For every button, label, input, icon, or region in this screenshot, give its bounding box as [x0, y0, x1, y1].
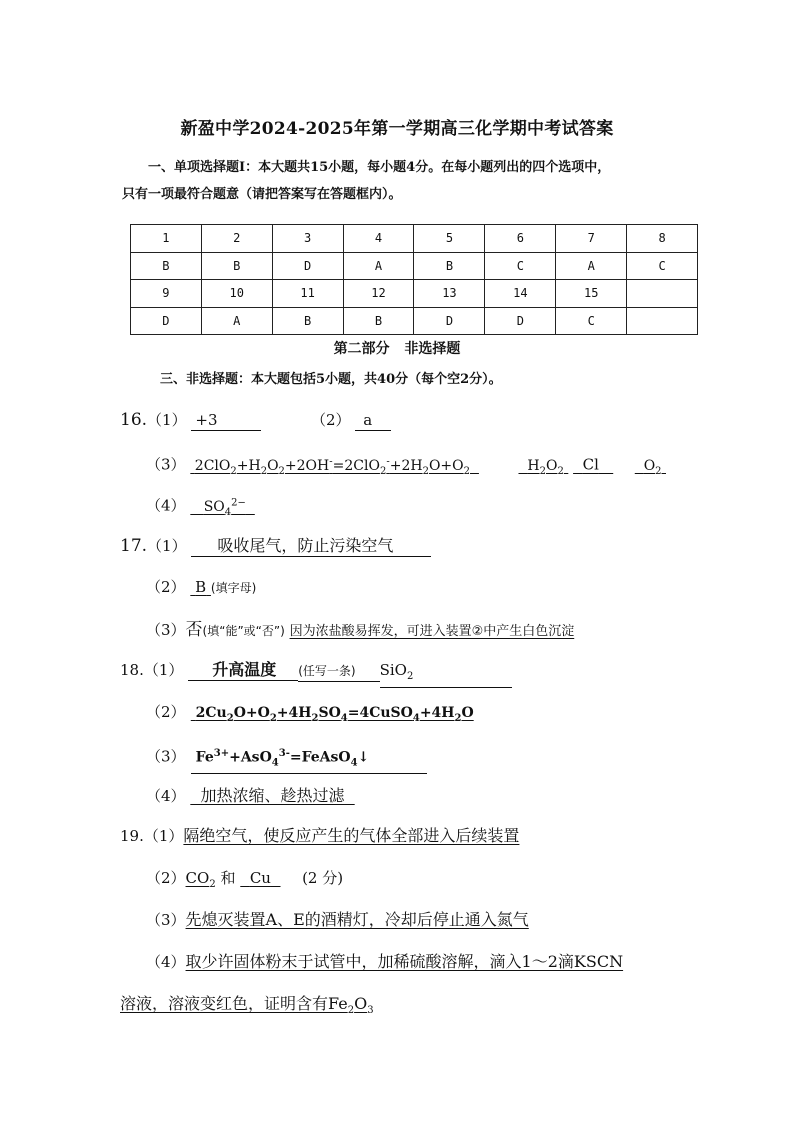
q19-number: 19. — [120, 827, 144, 845]
answer-cell: D — [131, 307, 202, 335]
q16-part3-label: （3） — [146, 455, 186, 474]
q16-line1 — [120, 410, 391, 431]
q18-part4-label: （4） — [146, 787, 186, 805]
q17-answer2: B — [195, 578, 207, 596]
answer-cell: C — [556, 307, 627, 335]
question-number-cell: 15 — [556, 280, 627, 308]
q19-line4 — [146, 952, 623, 972]
q19-part3-label: （3） — [146, 911, 186, 929]
q16-part1-label: （1） — [147, 411, 187, 429]
page-title: 新盈中学2024-2025年第一学期高三化学期中考试答案 — [180, 119, 614, 139]
q19-co2: $CO_2$ — [185, 869, 216, 890]
q18-line4 — [146, 786, 355, 806]
q16-answer4: $SO_4^{2-}$ — [203, 497, 246, 518]
q16-cl: Cl — [582, 455, 599, 474]
q19-cu: Cu — [249, 869, 271, 887]
answer-cell: C — [485, 252, 556, 280]
q19-line2 — [146, 868, 343, 895]
answer-table-row — [131, 307, 698, 335]
q17-answer3-reason: 因为浓盐酸易挥发，可进入装置②中产生白色沉淀 — [289, 624, 575, 639]
q18-equation3: $Fe^{3+}+AsO_4^{3-}=FeAsO_4↓$ — [191, 744, 427, 774]
question-number-cell: 1 — [131, 225, 202, 253]
question-number-cell: 4 — [343, 225, 414, 253]
answer-cell — [627, 307, 698, 335]
answer-cell: A — [201, 307, 272, 335]
answer-table — [130, 224, 698, 335]
q19-answer3: 先熄灭装置A、E的酒精灯，冷却后停止通入氮气 — [185, 910, 529, 929]
q19-answer4-line2: 溶液，溶液变红色，证明含有$Fe_2O_3$ — [120, 994, 374, 1017]
q18-part1-label: （1） — [143, 661, 184, 679]
q19-score: (2 分) — [302, 869, 344, 887]
q16-line3 — [146, 452, 666, 481]
answer-cell: A — [343, 252, 414, 280]
q17-answer3: 否 — [185, 620, 203, 640]
q17-number: 17. — [120, 536, 148, 556]
q18-answer1-note-wrap: (任写一条) — [298, 660, 379, 682]
answer-cell: B — [131, 252, 202, 280]
question-number-cell: 11 — [272, 280, 343, 308]
question-number-cell: 9 — [131, 280, 202, 308]
q17-line1 — [120, 536, 431, 557]
question-number-cell: 14 — [485, 280, 556, 308]
q18-sio2: SiO$_2$ — [380, 660, 512, 688]
q19-part1-label: （1） — [143, 827, 184, 845]
answer-table-row — [131, 225, 698, 253]
q19-line5 — [120, 994, 374, 1021]
question-number-cell: 13 — [414, 280, 485, 308]
question-number-cell: 8 — [627, 225, 698, 253]
q16-line4 — [146, 493, 255, 522]
q16-oxidant-h2o2: $H_2O_2$ — [527, 457, 564, 477]
q19-answer4-line1: 取少许固体粉末于试管中，加稀硫酸溶解，滴入1～2滴KSCN — [185, 952, 624, 971]
question-number-cell: 12 — [343, 280, 414, 308]
q18-line3 — [146, 744, 427, 774]
question-number-cell — [627, 280, 698, 308]
section3-heading: 三、非选择题：本大题包括5小题，共40分（每个空2分）。 — [160, 372, 502, 387]
instructions-line1: 一、单项选择题Ⅰ：本大题共15小题，每小题4分。在每小题列出的四个选项中， — [148, 160, 611, 175]
question-number-cell: 7 — [556, 225, 627, 253]
q18-part3-label: （3） — [146, 747, 186, 766]
q16-answer2: a — [355, 410, 391, 431]
answer-cell: D — [272, 252, 343, 280]
section1-instructions — [122, 154, 682, 208]
q16-answer1: +3 — [191, 410, 261, 431]
q18-part2-label: （2） — [146, 703, 186, 721]
q18-number: 18. — [120, 661, 144, 679]
q16-equation: $2ClO_2+H_2O_2+2OH^-=2ClO_2^-+2H_2O+O_2$ — [194, 456, 471, 477]
answer-table-row — [131, 280, 698, 308]
q18-equation2: $2Cu_2O+O_2+4H_2SO_4=4CuSO_4+4H_2O$ — [195, 705, 474, 724]
q16-part2-label: （2） — [310, 411, 351, 429]
q17-line3 — [146, 620, 574, 642]
question-number-cell: 10 — [201, 280, 272, 308]
q19-part4-label: （4） — [146, 953, 186, 971]
answer-cell: B — [201, 252, 272, 280]
q17-part2-label: （2） — [146, 578, 186, 596]
q17-part1-label: （1） — [147, 537, 187, 555]
answer-cell: B — [272, 307, 343, 335]
q18-line1 — [120, 660, 512, 688]
question-number-cell: 2 — [201, 225, 272, 253]
q17-answer1: 吸收尾气，防止污染空气 — [191, 536, 431, 557]
part2-heading: 第二部分 非选择题 — [333, 341, 461, 357]
q18-line2 — [146, 702, 474, 729]
answer-cell: B — [343, 307, 414, 335]
q16-number: 16. — [120, 410, 148, 430]
q17-answer2-note: (填字母) — [210, 581, 257, 595]
q18-answer4: 加热浓缩、趁热过滤 — [200, 786, 345, 805]
question-number-cell: 5 — [414, 225, 485, 253]
q17-answer3-note: (填“能”或“否”) — [202, 624, 285, 638]
answer-cell: D — [414, 307, 485, 335]
q17-part3-label: （3） — [146, 621, 186, 639]
q19-part2-label: （2） — [146, 869, 186, 887]
question-number-cell: 6 — [485, 225, 556, 253]
answer-cell: D — [485, 307, 556, 335]
q19-and: 和 — [220, 869, 236, 887]
q16-o2: $O_2$ — [643, 457, 662, 477]
q18-answer1: 升高温度 — [188, 660, 298, 681]
q19-answer1: 隔绝空气，使反应产生的气体全部进入后续装置 — [183, 826, 520, 845]
q16-part4-label: （4） — [146, 496, 186, 515]
answer-cell: B — [414, 252, 485, 280]
question-number-cell: 3 — [272, 225, 343, 253]
q17-line2 — [146, 577, 256, 598]
q19-line1 — [120, 826, 519, 846]
answer-cell: A — [556, 252, 627, 280]
q19-line3 — [146, 910, 529, 930]
answer-table-row — [131, 252, 698, 280]
answer-cell: C — [627, 252, 698, 280]
instructions-line2: 只有一项最符合题意（请把答案写在答题框内）。 — [122, 187, 402, 202]
